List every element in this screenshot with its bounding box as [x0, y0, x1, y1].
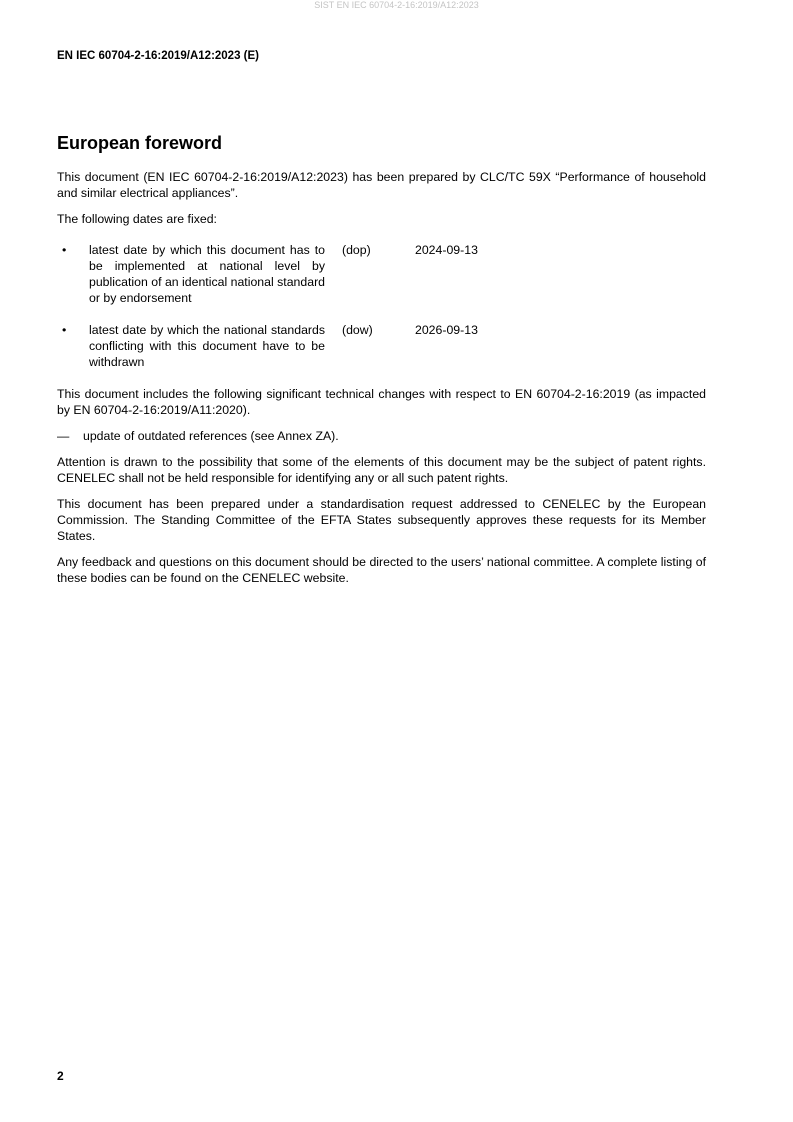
patent-paragraph: Attention is drawn to the possibility that some of the elements of this document may be the subject of patent rights. CENELEC shall not be held responsible for identifying any or all such patent rights.	[57, 455, 706, 485]
date-code: (dow)	[342, 323, 373, 337]
bullet-marker: •	[62, 323, 67, 337]
dates-fixed-paragraph: The following dates are fixed:	[57, 212, 217, 226]
page-content	[57, 132, 706, 596]
watermark-text: SIST EN IEC 60704-2-16:2019/A12:2023	[314, 0, 479, 10]
date-description: latest date by which the national standards conflicting with this document have to be withdrawn	[89, 323, 325, 369]
dash-marker: —	[57, 429, 70, 443]
intro-paragraph: This document (EN IEC 60704-2-16:2019/A12:2023) has been prepared by CLC/TC 59X “Performance of household and similar electrical appliances”.	[57, 170, 706, 200]
bullet-marker: •	[62, 243, 67, 257]
change-list-item	[57, 428, 706, 444]
document-header: EN IEC 60704-2-16:2019/A12:2023 (E)	[57, 50, 260, 62]
feedback-paragraph: Any feedback and questions on this document should be directed to the users’ national committee. A complete listing of these bodies can be found on the CENELEC website.	[57, 555, 706, 585]
date-value: 2026-09-13	[415, 323, 478, 337]
change-item-text: update of outdated references (see Annex ZA).	[83, 429, 339, 443]
section-title: European foreword	[57, 133, 223, 153]
date-value: 2024-09-13	[415, 243, 478, 257]
changes-paragraph: This document includes the following significant technical changes with respect to EN 60704-2-16:2019 (as impacted by EN 60704-2-16:2019/A11:2020).	[57, 387, 706, 417]
date-description: latest date by which this document has to be implemented at national level by publication of an identical national standard or by endorsement	[89, 243, 325, 305]
date-entry-dop	[57, 242, 706, 306]
standardisation-paragraph: This document has been prepared under a standardisation request addressed to CENELEC by the European Commission. The Standing Committee of the EFTA States subsequently approves these requests for its Member States.	[57, 497, 706, 543]
date-code: (dop)	[342, 243, 371, 257]
date-entry-dow	[57, 322, 706, 370]
page-number: 2	[57, 1069, 64, 1083]
